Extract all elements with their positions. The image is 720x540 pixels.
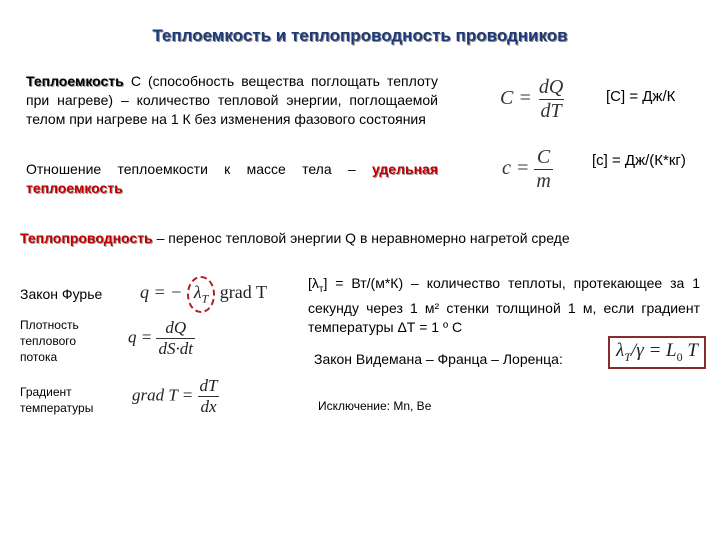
gradient-label: Градиент температуры [20, 385, 94, 415]
heat-capacity-term: Теплоемкость [26, 73, 124, 89]
conductivity-units-text: $[\lambda_т] = Вт/(м*К)$ – количество теплоты, протекающее за 1 секунду через 1 м² стенки толщиной 1 м, если градиент температуры ΔТ = 1 º С [308, 275, 700, 335]
lambda-highlight-circle: $\lambda_T$ [187, 276, 215, 313]
flux-formula: q = $\frac{dQ}{dS\cdot dt}$ [128, 318, 193, 358]
fourier-label: Закон Фурье [20, 286, 103, 302]
heat-capacity-unit: [C] = Дж/К [606, 88, 676, 105]
exception-text: Исключение: Mn, Be [318, 399, 432, 413]
gradient-formula: grad T = $\frac{dT}{dx}$ [132, 376, 218, 416]
conductivity-term: Теплопроводность [20, 230, 153, 246]
heat-capacity-paragraph [26, 72, 438, 129]
conductivity-line [20, 229, 700, 248]
specific-heat-formula: c = $\frac{C}{m}$ [502, 146, 551, 192]
wiedemann-label: Закон Видемана – Франца – Лоренца: [314, 351, 563, 367]
conductivity-definition: – перенос тепловой энергии Q в неравномерно нагретой среде [156, 230, 570, 246]
flux-label: Плотность теплового потока [20, 318, 79, 364]
fourier-formula: q = − $\lambda_T$ grad T [140, 276, 267, 313]
specific-heat-term: удельная теплоемкость [26, 161, 439, 196]
page-title: Теплоемкость и теплопроводность проводников [152, 26, 568, 45]
heat-capacity-symbol: С [130, 73, 141, 89]
heat-capacity-definition: (способность вещества поглощать теплоту при нагреве) – количество тепловой энергии, поглощаемой телом при нагреве на 1 К без изменения фазового состояния [26, 73, 438, 127]
heat-capacity-formula: C = $\frac{dQ}{dT}$ [500, 76, 564, 122]
specific-heat-unit: [c] = Дж/(К*кг) [592, 152, 686, 169]
wiedemann-formula: $\lambda_T/\gamma = L_0$ T [608, 336, 706, 369]
specific-heat-text: Отношение теплоемкости к массе тела – [26, 161, 356, 177]
specific-heat-paragraph [26, 160, 438, 198]
